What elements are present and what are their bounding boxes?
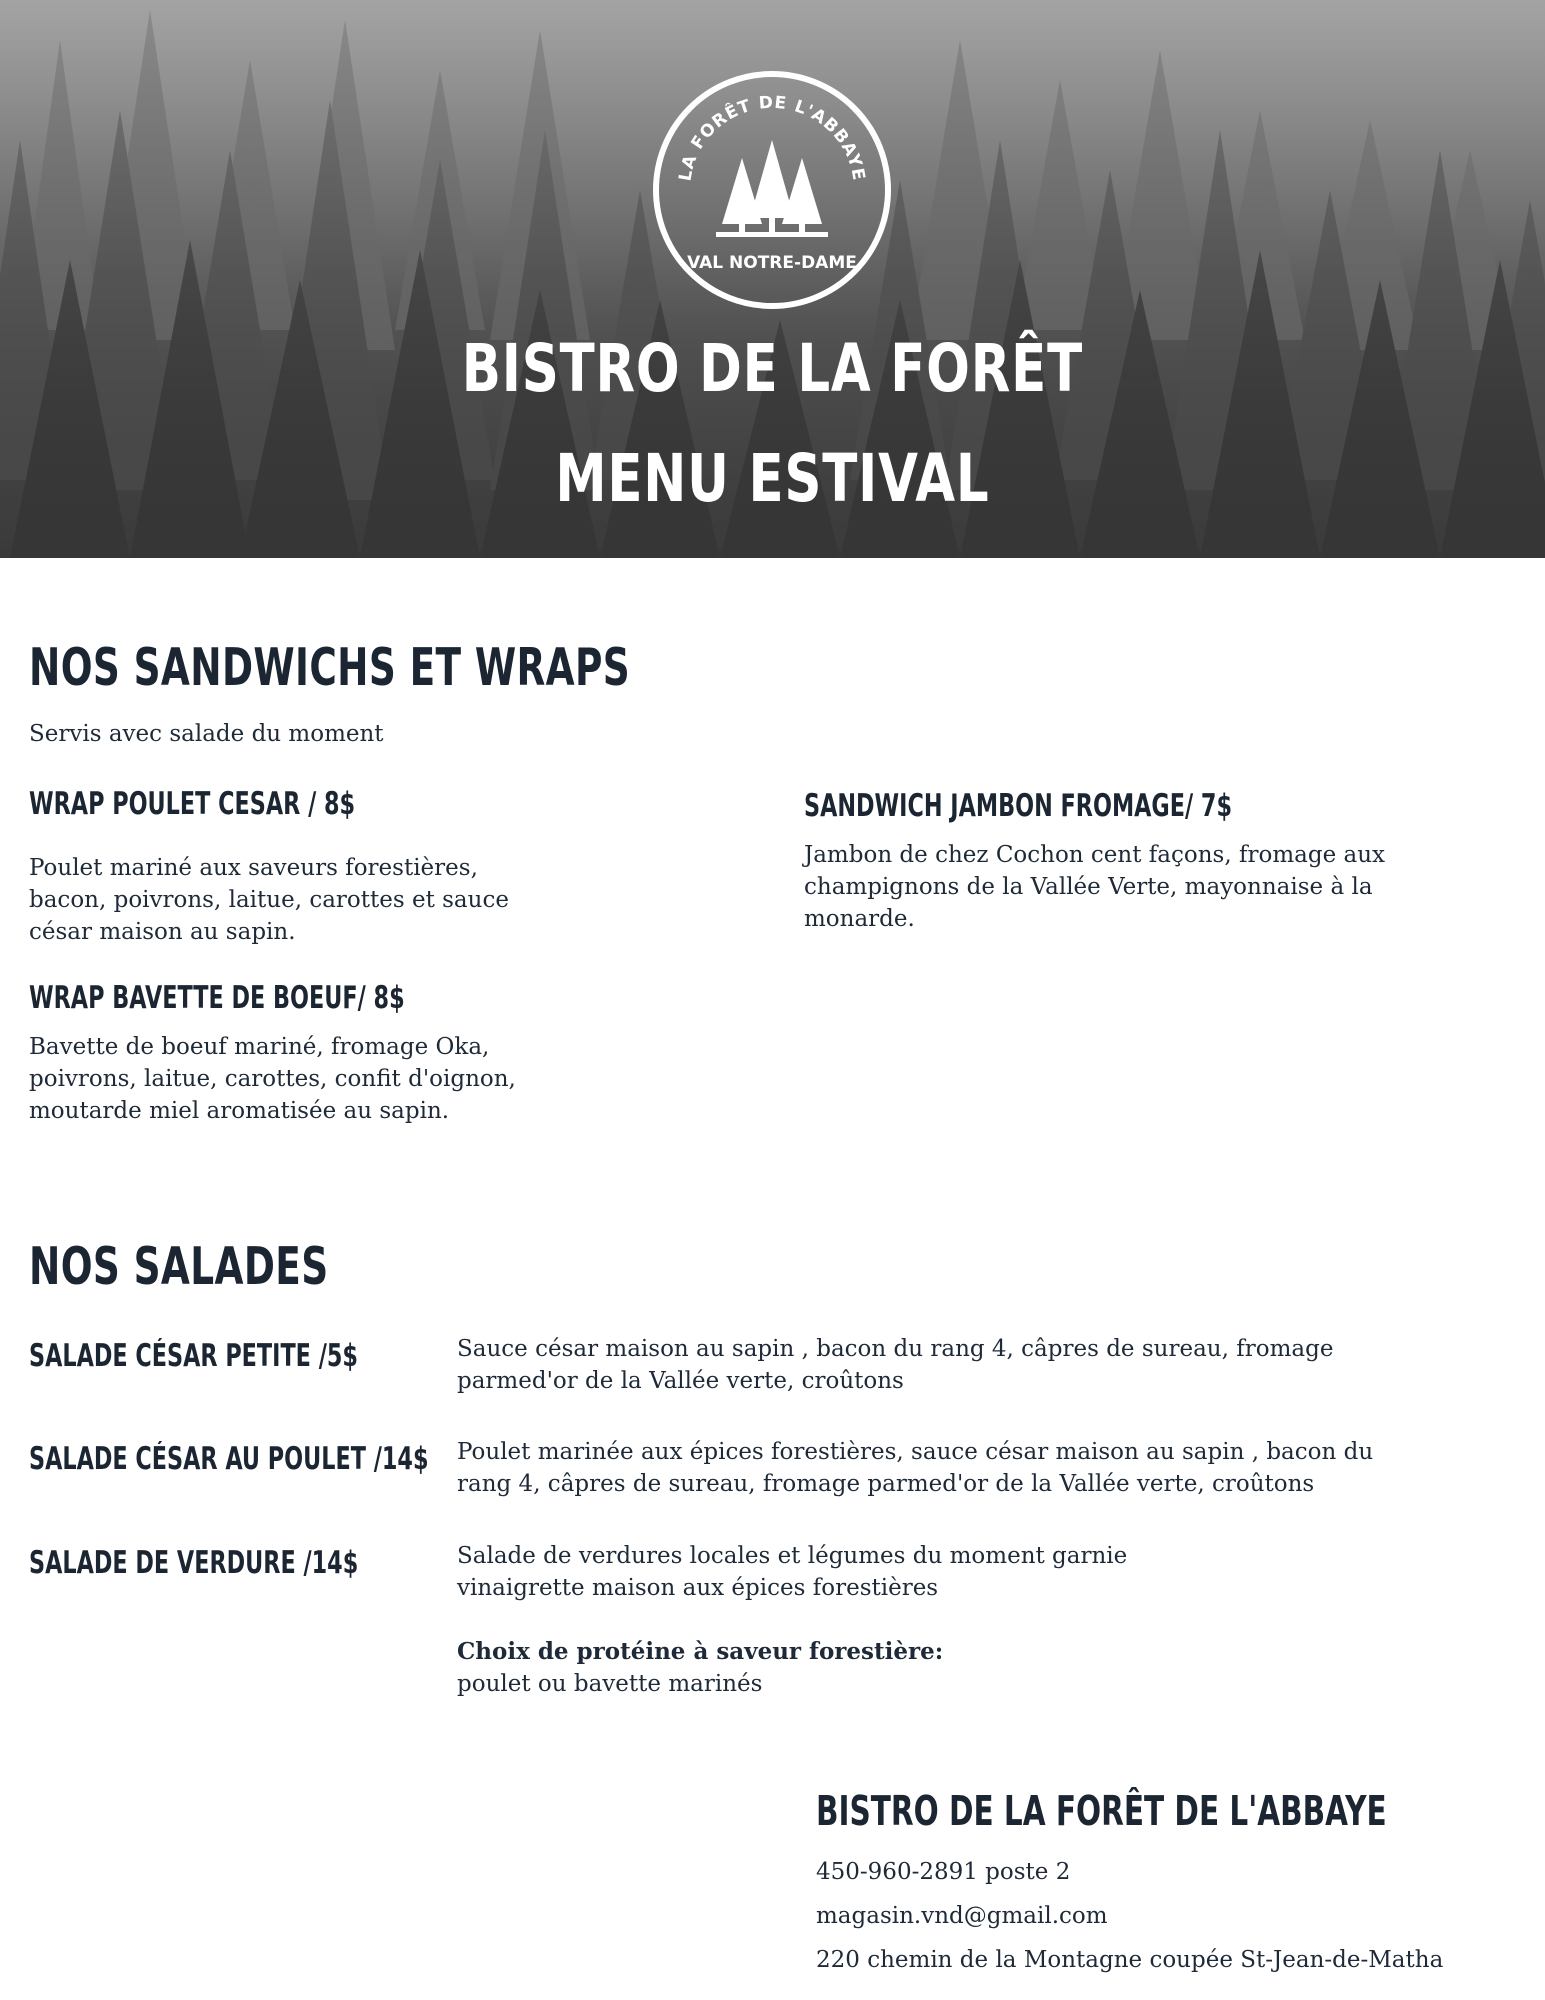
logo-badge	[650, 68, 894, 312]
item-salade-verdure-name: SALADE DE VERDURE /14$	[29, 1545, 359, 1581]
item-sandwich-jambon-desc: Jambon de chez Cochon cent façons, fromage aux champignons de la Vallée Verte, mayonnaise à la monarde.	[804, 842, 1385, 932]
salads-heading: NOS SALADES	[29, 1237, 329, 1297]
item-salade-cesar-petite-name: SALADE CÉSAR PETITE /5$	[29, 1338, 358, 1374]
item-wrap-poulet-name: WRAP POULET CESAR / 8$	[29, 786, 356, 822]
page-title: BISTRO DE LA FORÊT	[461, 330, 1083, 407]
contact-name: BISTRO DE LA FORÊT DE L'ABBAYE	[816, 1787, 1387, 1835]
item-sandwich-jambon-name: SANDWICH JAMBON FROMAGE/ 7$	[804, 788, 1232, 824]
item-wrap-bavette-desc: Bavette de boeuf mariné, fromage Oka, poivrons, laitue, carottes, confit d'oignon, moutarde miel aromatisée au sapin.	[29, 1034, 516, 1124]
item-wrap-poulet-desc: Poulet mariné aux saveurs forestières, bacon, poivrons, laitue, carottes et sauce césar maison au sapin.	[29, 855, 509, 945]
item-salade-cesar-poulet-name: SALADE CÉSAR AU POULET /14$	[29, 1441, 429, 1477]
item-salade-cesar-petite-desc: Sauce césar maison au sapin , bacon du rang 4, câpres de sureau, fromage parmed'or de la Vallée verte, croûtons	[457, 1336, 1334, 1394]
sandwiches-subtitle: Servis avec salade du moment	[29, 721, 384, 747]
protein-choice-text: poulet ou bavette marinés	[457, 1671, 763, 1697]
item-salade-cesar-poulet-desc: Poulet marinée aux épices forestières, sauce césar maison au sapin , bacon du rang 4, câpres de sureau, fromage parmed'or de la Vallée verte, croûtons	[457, 1439, 1374, 1497]
tree-icon	[716, 140, 828, 237]
contact-address: 220 chemin de la Montagne coupée St-Jean-de-Matha	[816, 1947, 1444, 1973]
logo-bottom-text: VAL NOTRE-DAME	[687, 253, 857, 273]
page-subtitle: MENU ESTIVAL	[555, 440, 990, 517]
contact-phone: 450-960-2891 poste 2	[816, 1859, 1071, 1885]
logo-arc-text: LA FORÊT DE L'ABBAYE	[675, 92, 869, 183]
item-wrap-bavette-name: WRAP BAVETTE DE BOEUF/ 8$	[29, 980, 405, 1016]
protein-choice-label: Choix de protéine à saveur forestière:	[457, 1638, 944, 1665]
item-salade-verdure-desc: Salade de verdures locales et légumes du moment garnie vinaigrette maison aux épices forestières	[457, 1543, 1128, 1601]
sandwiches-heading: NOS SANDWICHS ET WRAPS	[29, 638, 631, 698]
hero-banner	[0, 0, 1545, 558]
contact-email: magasin.vnd@gmail.com	[816, 1903, 1108, 1929]
